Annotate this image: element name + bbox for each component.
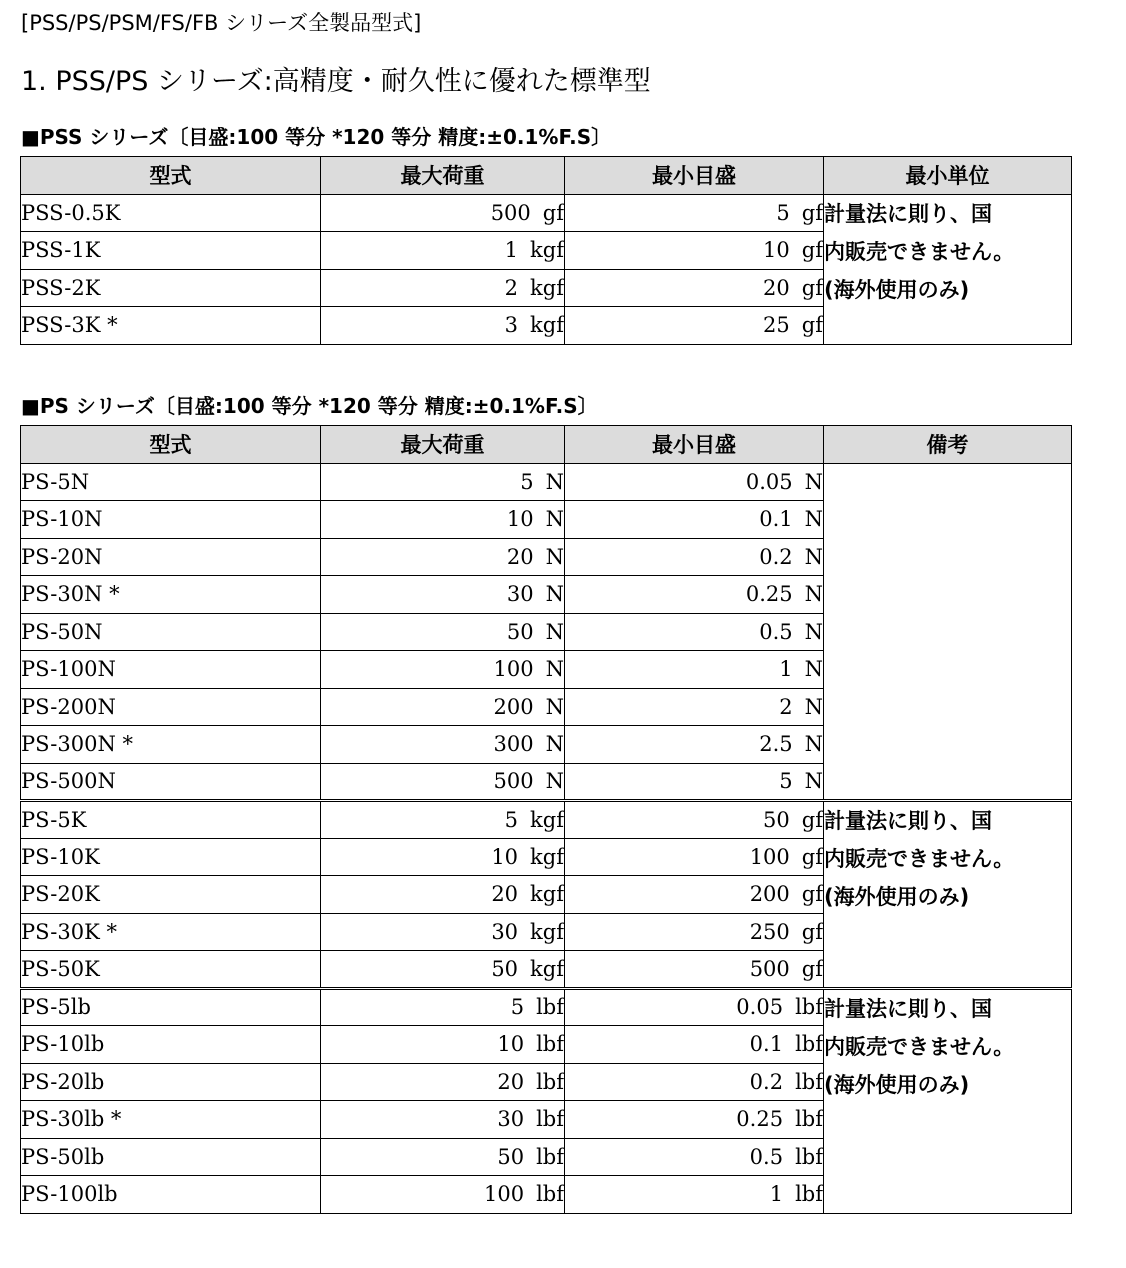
max-load-cell-unit: N (545, 657, 564, 682)
remarks-line: (海外使用のみ) (824, 1072, 970, 1097)
min-division-cell (565, 576, 824, 614)
max-load-cell (321, 1026, 565, 1064)
min-division-cell-value: 0.2 (749, 1069, 784, 1094)
max-load-cell-value: 200 (493, 694, 534, 719)
table-header-row (21, 157, 1072, 195)
max-load-cell (321, 501, 565, 539)
page-header: [PSS/PS/PSM/FS/FB シリーズ全製品型式] (21, 11, 422, 35)
min-division-cell-value: 1 (769, 1182, 784, 1207)
max-load-cell-unit: lbf (536, 995, 564, 1020)
min-division-cell-unit: gf (801, 956, 823, 981)
pss-series-caption: ■PSS シリーズ〔目盛:100 等分 *120 等分 精度:±0.1%F.S〕 (21, 125, 612, 149)
max-load-cell-unit: lbf (536, 1069, 564, 1094)
header-min-division: 最小目盛 (565, 426, 824, 464)
model-cell: PS-5lb (21, 988, 321, 1026)
max-load-cell-unit: kgf (530, 919, 564, 944)
max-load-cell (321, 763, 565, 801)
min-division-cell (565, 307, 824, 345)
max-load-cell-value: 2 (504, 275, 519, 300)
min-division-cell-unit: gf (801, 313, 823, 338)
min-division-cell-value: 0.05 (736, 995, 784, 1020)
max-load-cell (321, 651, 565, 689)
min-division-cell-value: 50 (763, 807, 790, 832)
max-load-cell (321, 576, 565, 614)
table-row (21, 194, 1072, 232)
header-min-unit: 最小単位 (824, 157, 1072, 195)
max-load-cell-unit: kgf (530, 807, 564, 832)
max-load-cell-value: 10 (506, 507, 534, 532)
model-cell: PSS-3K * (21, 307, 321, 345)
min-division-cell-unit: gf (801, 238, 823, 263)
table-row (21, 988, 1072, 1026)
max-load-cell-value: 10 (497, 1032, 525, 1057)
max-load-cell-unit: N (545, 769, 564, 794)
min-division-cell (565, 269, 824, 307)
model-cell: PS-20K (21, 876, 321, 914)
max-load-cell (321, 1176, 565, 1214)
model-cell: PS-30K * (21, 913, 321, 951)
min-division-cell-unit: N (804, 582, 823, 607)
min-division-cell (565, 538, 824, 576)
model-cell: PSS-0.5K (21, 194, 321, 232)
max-load-cell-unit: N (545, 582, 564, 607)
min-division-cell-value: 200 (749, 882, 790, 907)
min-division-cell-value: 1 (779, 657, 793, 682)
min-division-cell (565, 232, 824, 270)
min-division-cell-unit: N (804, 657, 823, 682)
min-division-cell-value: 5 (776, 200, 790, 225)
min-division-cell-unit: gf (801, 919, 823, 944)
min-division-cell-unit: gf (801, 844, 823, 869)
min-division-cell (565, 988, 824, 1026)
min-division-cell-unit: lbf (795, 995, 823, 1020)
remarks-cell (824, 194, 1072, 344)
min-division-cell (565, 876, 824, 914)
model-cell: PS-30N * (21, 576, 321, 614)
max-load-cell (321, 1063, 565, 1101)
min-division-cell-value: 100 (749, 844, 790, 869)
max-load-cell (321, 1138, 565, 1176)
max-load-cell-value: 20 (491, 882, 519, 907)
min-division-cell-unit: gf (801, 200, 823, 225)
header-min-division: 最小目盛 (565, 157, 824, 195)
min-division-cell (565, 1101, 824, 1139)
max-load-cell-value: 30 (497, 1107, 525, 1132)
max-load-cell (321, 1101, 565, 1139)
min-division-cell-value: 0.2 (759, 544, 793, 569)
min-division-cell-value: 0.5 (759, 619, 793, 644)
max-load-cell-unit: N (545, 469, 564, 494)
max-load-cell-unit: kgf (530, 882, 564, 907)
min-division-cell-unit: N (804, 769, 823, 794)
max-load-cell (321, 913, 565, 951)
model-cell: PS-5K (21, 801, 321, 839)
max-load-cell-value: 30 (491, 919, 519, 944)
min-division-cell-value: 0.25 (736, 1107, 784, 1132)
min-division-cell-value: 10 (763, 238, 790, 263)
model-cell: PS-10K (21, 838, 321, 876)
model-cell: PS-20N (21, 538, 321, 576)
model-cell: PS-100lb (21, 1176, 321, 1214)
remarks-line: (海外使用のみ) (824, 277, 970, 302)
header-model: 型式 (21, 157, 321, 195)
max-load-cell-unit: kgf (530, 238, 564, 263)
min-division-cell-unit: lbf (795, 1107, 823, 1132)
min-division-cell (565, 1138, 824, 1176)
max-load-cell (321, 988, 565, 1026)
max-load-cell-value: 500 (493, 769, 534, 794)
ps-spec-table (20, 425, 1072, 1214)
remarks-line: (海外使用のみ) (824, 885, 970, 909)
min-division-cell (565, 1063, 824, 1101)
header-max-load: 最大荷重 (321, 426, 565, 464)
remarks-line: 内販売できません。 (824, 1034, 1015, 1059)
min-division-cell-unit: gf (801, 275, 823, 300)
min-division-cell (565, 763, 824, 801)
min-division-cell (565, 838, 824, 876)
model-cell: PS-5N (21, 463, 321, 501)
model-cell: PS-50K (21, 951, 321, 989)
min-division-cell (565, 801, 824, 839)
model-cell: PS-200N (21, 688, 321, 726)
min-division-cell-unit: N (804, 694, 823, 719)
max-load-cell (321, 613, 565, 651)
max-load-cell (321, 538, 565, 576)
max-load-cell-unit: N (545, 732, 564, 757)
max-load-cell (321, 269, 565, 307)
min-division-cell (565, 951, 824, 989)
header-max-load: 最大荷重 (321, 157, 565, 195)
max-load-cell-value: 100 (493, 657, 534, 682)
remarks-cell (824, 801, 1072, 989)
max-load-cell-unit: N (545, 544, 564, 569)
model-cell: PS-20lb (21, 1063, 321, 1101)
min-division-cell-unit: N (804, 469, 823, 494)
max-load-cell (321, 951, 565, 989)
min-division-cell (565, 1026, 824, 1064)
max-load-cell (321, 194, 565, 232)
min-division-cell-unit: lbf (795, 1182, 823, 1207)
min-division-cell (565, 1176, 824, 1214)
max-load-cell-unit: N (545, 619, 564, 644)
ps-series-caption: ■PS シリーズ〔目盛:100 等分 *120 等分 精度:±0.1%F.S〕 (21, 394, 598, 418)
min-division-cell-value: 0.1 (759, 507, 793, 532)
max-load-cell-value: 500 (490, 200, 531, 225)
min-division-cell-value: 0.25 (745, 582, 793, 607)
table-row (21, 463, 1072, 501)
remarks-cell (824, 988, 1072, 1213)
remarks-cell (824, 463, 1072, 801)
table-row (21, 801, 1072, 839)
max-load-cell-unit: kgf (530, 275, 564, 300)
remarks-line: 計量法に則り、国 (824, 201, 992, 226)
model-cell: PSS-2K (21, 269, 321, 307)
model-cell: PS-50lb (21, 1138, 321, 1176)
model-cell: PS-30lb * (21, 1101, 321, 1139)
remarks-line: 計量法に則り、国 (824, 996, 992, 1021)
min-division-cell-value: 25 (763, 313, 790, 338)
max-load-cell (321, 232, 565, 270)
max-load-cell-value: 50 (491, 956, 519, 981)
max-load-cell (321, 688, 565, 726)
min-division-cell (565, 726, 824, 764)
max-load-cell-unit: lbf (536, 1144, 564, 1169)
section-title: 1. PSS/PS シリーズ:高精度・耐久性に優れた標準型 (21, 66, 651, 97)
max-load-cell-unit: N (545, 694, 564, 719)
min-division-cell (565, 688, 824, 726)
max-load-cell-value: 5 (510, 995, 525, 1020)
min-division-cell-value: 5 (779, 769, 793, 794)
max-load-cell (321, 726, 565, 764)
min-division-cell-value: 500 (749, 956, 790, 981)
min-division-cell-unit: gf (801, 882, 823, 907)
min-division-cell-value: 20 (763, 275, 790, 300)
max-load-cell-unit: lbf (536, 1107, 564, 1132)
min-division-cell-value: 0.05 (745, 469, 793, 494)
min-division-cell-value: 250 (749, 919, 790, 944)
min-division-cell (565, 194, 824, 232)
max-load-cell (321, 838, 565, 876)
min-division-cell-value: 2.5 (759, 732, 793, 757)
min-division-cell-unit: lbf (795, 1032, 823, 1057)
max-load-cell-unit: gf (542, 200, 564, 225)
model-cell: PSS-1K (21, 232, 321, 270)
max-load-cell-value: 1 (504, 238, 519, 263)
remarks-line: 内販売できません。 (824, 239, 1015, 264)
min-division-cell-unit: lbf (795, 1069, 823, 1094)
remarks-line: 内販売できません。 (824, 847, 1015, 871)
max-load-cell-unit: kgf (530, 313, 564, 338)
model-cell: PS-50N (21, 613, 321, 651)
min-division-cell (565, 463, 824, 501)
model-cell: PS-300N * (21, 726, 321, 764)
min-division-cell (565, 913, 824, 951)
model-cell: PS-10lb (21, 1026, 321, 1064)
max-load-cell (321, 463, 565, 501)
min-division-cell (565, 651, 824, 689)
header-remarks: 備考 (824, 426, 1072, 464)
max-load-cell-value: 10 (491, 844, 519, 869)
header-model: 型式 (21, 426, 321, 464)
max-load-cell-unit: kgf (530, 844, 564, 869)
table-header-row (21, 426, 1072, 464)
max-load-cell-value: 300 (493, 732, 534, 757)
model-cell: PS-100N (21, 651, 321, 689)
ps-table-body (21, 463, 1072, 1213)
min-division-cell (565, 613, 824, 651)
max-load-cell-unit: lbf (536, 1182, 564, 1207)
min-division-cell-unit: N (804, 507, 823, 532)
max-load-cell (321, 307, 565, 345)
min-division-cell-unit: N (804, 619, 823, 644)
max-load-cell-unit: kgf (530, 956, 564, 981)
max-load-cell-value: 5 (520, 469, 534, 494)
max-load-cell (321, 876, 565, 914)
max-load-cell-value: 20 (506, 544, 534, 569)
min-division-cell-unit: lbf (795, 1144, 823, 1169)
pss-spec-table (20, 156, 1072, 345)
min-division-cell-unit: N (804, 732, 823, 757)
max-load-cell-value: 3 (504, 313, 519, 338)
remarks-line: 計量法に則り、国 (824, 809, 992, 833)
max-load-cell-unit: N (545, 507, 564, 532)
min-division-cell-unit: gf (801, 807, 823, 832)
min-division-cell-value: 2 (779, 694, 793, 719)
min-division-cell (565, 501, 824, 539)
model-cell: PS-10N (21, 501, 321, 539)
max-load-cell-unit: lbf (536, 1032, 564, 1057)
max-load-cell-value: 50 (506, 619, 534, 644)
max-load-cell-value: 100 (483, 1182, 525, 1207)
min-division-cell-value: 0.5 (749, 1144, 784, 1169)
pss-table-body (21, 194, 1072, 344)
min-division-cell-value: 0.1 (749, 1032, 784, 1057)
max-load-cell-value: 5 (504, 807, 519, 832)
max-load-cell-value: 30 (506, 582, 534, 607)
max-load-cell-value: 20 (497, 1069, 525, 1094)
max-load-cell (321, 801, 565, 839)
max-load-cell-value: 50 (497, 1144, 525, 1169)
min-division-cell-unit: N (804, 544, 823, 569)
model-cell: PS-500N (21, 763, 321, 801)
